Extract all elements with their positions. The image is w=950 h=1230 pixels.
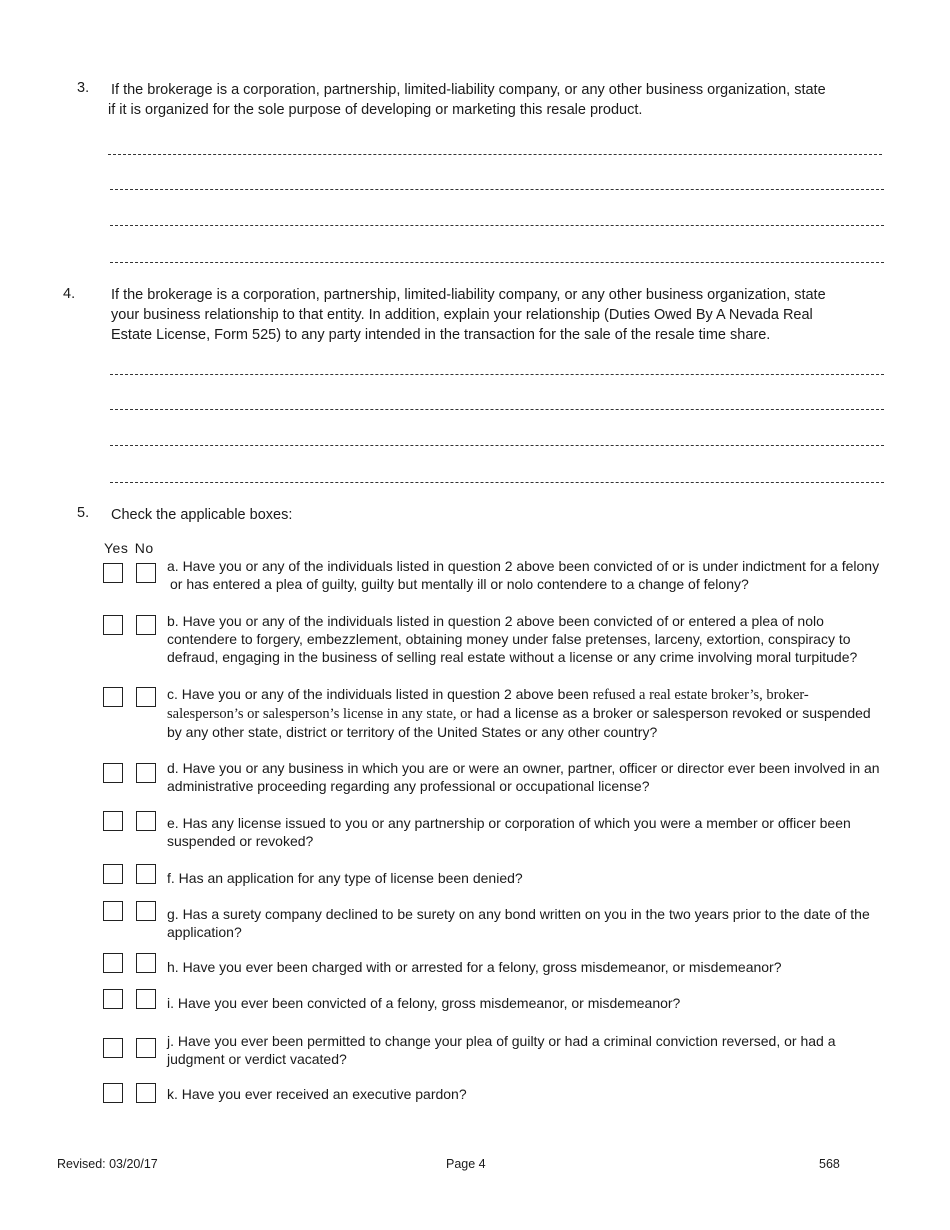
item-a-line-2: or has entered a plea of guilty, guilty but mentally ill or nolo contendere to a change of felony? bbox=[170, 576, 749, 592]
item-b-no-checkbox[interactable] bbox=[136, 615, 156, 635]
answer-line-3-3[interactable] bbox=[110, 225, 884, 226]
question-4-line-2: your business relationship to that entity. In addition, explain your relationship (Duties Owed By A Nevada Real bbox=[111, 307, 813, 323]
item-g-yes-checkbox[interactable] bbox=[103, 901, 123, 921]
item-i-no-checkbox[interactable] bbox=[136, 989, 156, 1009]
item-c-line-1 bbox=[167, 685, 897, 704]
item-f-yes-checkbox[interactable] bbox=[103, 864, 123, 884]
footer-form-number: 568 bbox=[819, 1157, 840, 1171]
item-h-yes-checkbox[interactable] bbox=[103, 953, 123, 973]
answer-line-3-2[interactable] bbox=[110, 189, 884, 190]
item-d-question bbox=[167, 759, 897, 795]
item-i-line-1: i. Have you ever been convicted of a felony, gross misdemeanor, or misdemeanor? bbox=[167, 995, 681, 1011]
item-k-yes-checkbox[interactable] bbox=[103, 1083, 123, 1103]
item-k-no-checkbox[interactable] bbox=[136, 1083, 156, 1103]
item-g-line-1: g. Has a surety company declined to be surety on any bond written on you in the two years prior to the date of the bbox=[167, 906, 870, 922]
item-f-question bbox=[167, 869, 897, 887]
item-b-line-1: b. Have you or any of the individuals listed in question 2 above been convicted of or entered a plea of nolo bbox=[167, 613, 824, 629]
item-k-line-1: k. Have you ever received an executive pardon? bbox=[167, 1086, 467, 1102]
item-a-question bbox=[167, 557, 897, 593]
item-j-question bbox=[167, 1032, 897, 1068]
item-j-line-2: judgment or verdict vacated? bbox=[167, 1051, 347, 1067]
item-b-question bbox=[167, 612, 897, 666]
item-i-question bbox=[167, 994, 897, 1012]
item-d-yes-checkbox[interactable] bbox=[103, 763, 123, 783]
item-f-no-checkbox[interactable] bbox=[136, 864, 156, 884]
item-e-question bbox=[167, 814, 897, 850]
item-b-line-2: contendere to forgery, embezzlement, obtaining money under false pretenses, larceny, extortion, conspiracy to bbox=[167, 631, 851, 647]
question-4-text bbox=[111, 285, 911, 345]
question-5-text: Check the applicable boxes: bbox=[111, 507, 293, 523]
question-3-number: 3. bbox=[77, 80, 90, 96]
answer-line-4-2[interactable] bbox=[110, 409, 884, 410]
question-4-line-1: If the brokerage is a corporation, partnership, limited-liability company, or any other business organization, state bbox=[111, 287, 826, 303]
item-c-yes-checkbox[interactable] bbox=[103, 687, 123, 707]
item-e-line-2: suspended or revoked? bbox=[167, 833, 314, 849]
item-j-yes-checkbox[interactable] bbox=[103, 1038, 123, 1058]
item-e-no-checkbox[interactable] bbox=[136, 811, 156, 831]
item-b-yes-checkbox[interactable] bbox=[103, 615, 123, 635]
item-j-no-checkbox[interactable] bbox=[136, 1038, 156, 1058]
item-c-question bbox=[167, 685, 897, 741]
answer-line-4-3[interactable] bbox=[110, 445, 884, 446]
yes-label: Yes bbox=[104, 540, 129, 556]
item-h-line-1: h. Have you ever been charged with or arrested for a felony, gross misdemeanor, or misdemeanor? bbox=[167, 959, 782, 975]
item-b-line-3: defraud, engaging in the business of selling real estate without a license or any crime involving moral turpitude? bbox=[167, 649, 858, 665]
item-k-question bbox=[167, 1085, 897, 1103]
item-a-no-checkbox[interactable] bbox=[136, 563, 156, 583]
question-4-line-3: Estate License, Form 525) to any party intended in the transaction for the sale of the resale time share. bbox=[111, 327, 771, 343]
item-c-line-2-a: salesperson’s or salesperson’s license in any state, or bbox=[167, 706, 473, 722]
question-3-line-1: If the brokerage is a corporation, partnership, limited-liability company, or any other business organization, state bbox=[111, 82, 826, 98]
item-i-yes-checkbox[interactable] bbox=[103, 989, 123, 1009]
item-c-line-1-a: c. Have you or any of the individuals listed in question 2 above been bbox=[167, 686, 593, 702]
footer-revised-date: Revised: 03/20/17 bbox=[57, 1157, 158, 1171]
item-c-line-2-b: had a license as a broker or salesperson revoked or suspended bbox=[472, 705, 871, 721]
item-c-no-checkbox[interactable] bbox=[136, 687, 156, 707]
question-3-text bbox=[108, 80, 911, 120]
item-d-line-1: d. Have you or any business in which you are or were an owner, partner, officer or director ever been involved in an bbox=[167, 760, 880, 776]
item-g-no-checkbox[interactable] bbox=[136, 901, 156, 921]
item-j-line-1: j. Have you ever been permitted to change your plea of guilty or had a criminal conviction reversed, or had a bbox=[167, 1033, 836, 1049]
item-c-line-1-b: refused a real estate broker’s, broker- bbox=[592, 687, 809, 703]
item-a-line-1: a. Have you or any of the individuals listed in question 2 above been convicted of or is under indictment for a felony bbox=[167, 558, 880, 574]
question-5-number: 5. bbox=[77, 505, 90, 521]
answer-line-4-4[interactable] bbox=[110, 482, 884, 483]
item-c-line-2 bbox=[167, 704, 897, 723]
item-g-question bbox=[167, 905, 897, 941]
answer-line-3-1[interactable] bbox=[108, 154, 882, 155]
item-a-yes-checkbox[interactable] bbox=[103, 563, 123, 583]
item-c-line-3: by any other state, district or territory of the United States or any other country? bbox=[167, 724, 658, 740]
question-4-number: 4. bbox=[63, 286, 76, 302]
item-d-no-checkbox[interactable] bbox=[136, 763, 156, 783]
item-g-line-2: application? bbox=[167, 924, 242, 940]
yes-no-header bbox=[104, 540, 154, 556]
item-d-line-2: administrative proceeding regarding any professional or occupational license? bbox=[167, 778, 650, 794]
item-e-yes-checkbox[interactable] bbox=[103, 811, 123, 831]
item-h-no-checkbox[interactable] bbox=[136, 953, 156, 973]
no-label: No bbox=[134, 540, 154, 556]
item-f-line-1: f. Has an application for any type of license been denied? bbox=[167, 870, 523, 886]
answer-line-4-1[interactable] bbox=[110, 374, 884, 375]
item-e-line-1: e. Has any license issued to you or any partnership or corporation of which you were a member or officer been bbox=[167, 815, 851, 831]
footer-page-number: Page 4 bbox=[446, 1157, 486, 1171]
item-h-question bbox=[167, 958, 897, 976]
answer-line-3-4[interactable] bbox=[110, 262, 884, 263]
question-3-line-2: if it is organized for the sole purpose of developing or marketing this resale product. bbox=[108, 102, 643, 118]
